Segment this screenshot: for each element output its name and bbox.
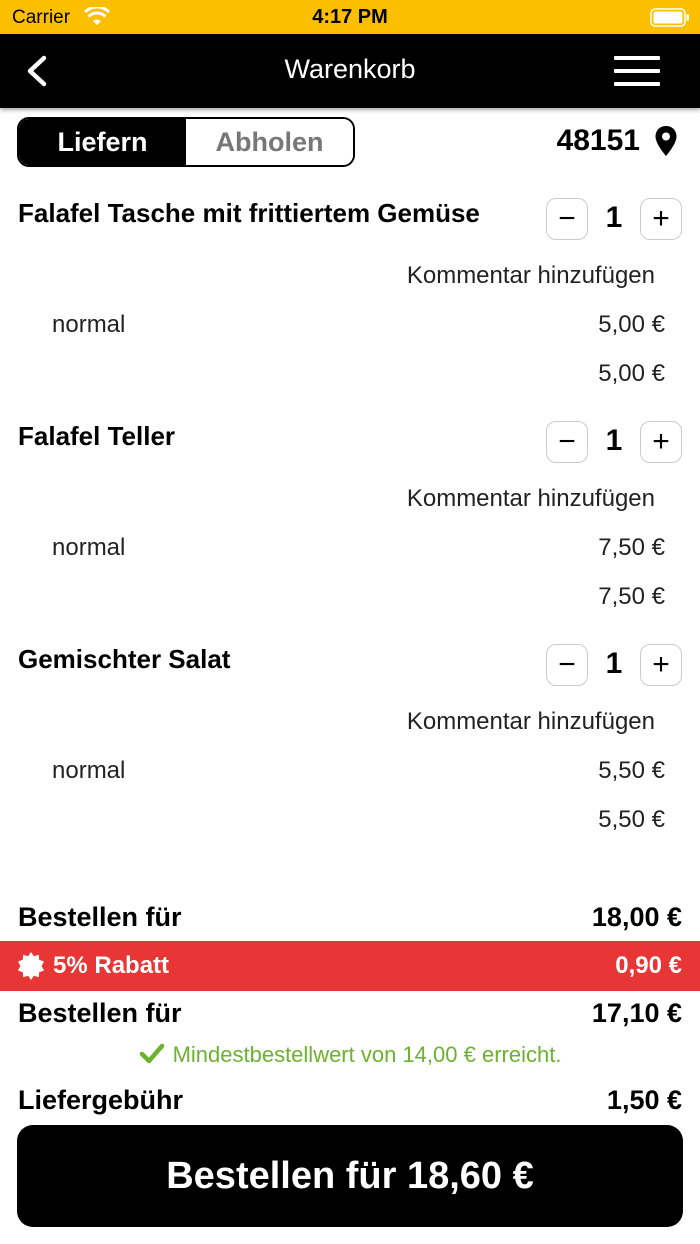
discount-banner [0, 941, 700, 991]
item-quantity: 1 [605, 647, 623, 680]
cart-item [0, 421, 700, 621]
add-comment-link[interactable]: Kommentar hinzufügen [406, 262, 655, 289]
delivery-mode-toggle [17, 117, 355, 167]
carrier-label: Carrier [12, 7, 71, 28]
cart-item [0, 198, 700, 398]
hamburger-menu-icon[interactable] [614, 54, 660, 88]
subtotal-value: 18,00 € [591, 902, 682, 932]
discounted-total-row [0, 994, 700, 1034]
discount-label: 5% Rabatt [53, 952, 170, 979]
delivery-fee-row [0, 1081, 700, 1121]
minimum-order-note [0, 1042, 700, 1068]
decrease-quantity-button[interactable]: − [546, 198, 588, 240]
navigation-bar [0, 34, 700, 108]
variant-price: 5,00 € [598, 311, 665, 338]
variant-price: 7,50 € [598, 534, 665, 561]
clock: 4:17 PM [312, 6, 388, 28]
discounted-total-label: Bestellen für [18, 998, 182, 1028]
page-title: Warenkorb [284, 54, 416, 84]
add-comment-link[interactable]: Kommentar hinzufügen [406, 485, 655, 512]
increase-quantity-button[interactable]: + [640, 421, 682, 463]
add-comment-link[interactable]: Kommentar hinzufügen [406, 708, 655, 735]
subtotal-label: Bestellen für [18, 902, 182, 932]
discounted-total-value: 17,10 € [591, 998, 682, 1028]
item-variant: normal [52, 757, 126, 784]
delivery-fee-value: 1,50 € [606, 1085, 682, 1115]
item-quantity: 1 [605, 424, 623, 457]
place-order-button[interactable]: Bestellen für 18,60 € [17, 1125, 683, 1227]
increase-quantity-button[interactable]: + [640, 644, 682, 686]
checkmark-icon [139, 1043, 165, 1065]
delivery-fee-label: Liefergebühr [18, 1085, 184, 1115]
item-total: 5,50 € [598, 806, 665, 833]
cart-item [0, 644, 700, 844]
item-name: Gemischter Salat [18, 644, 231, 674]
item-variant: normal [52, 534, 126, 561]
decrease-quantity-button[interactable]: − [546, 421, 588, 463]
decrease-quantity-button[interactable]: − [546, 644, 588, 686]
increase-quantity-button[interactable]: + [640, 198, 682, 240]
status-bar [0, 0, 700, 34]
item-name: Falafel Tasche mit frittiertem Gemüse [18, 198, 480, 228]
variant-price: 5,50 € [598, 757, 665, 784]
item-name: Falafel Teller [18, 421, 176, 451]
delivery-zip[interactable]: 48151 [556, 124, 640, 157]
item-variant: normal [52, 311, 126, 338]
subtotal-row [0, 898, 700, 938]
battery-icon [650, 8, 690, 27]
tab-abholen[interactable]: Abholen [186, 119, 353, 165]
item-total: 7,50 € [598, 583, 665, 610]
location-pin-icon[interactable] [654, 125, 678, 157]
discount-badge-icon [17, 952, 45, 980]
minimum-order-text: Mindestbestellwert von 14,00 € erreicht. [172, 1042, 562, 1067]
item-total: 5,00 € [598, 360, 665, 387]
tab-liefern[interactable]: Liefern [19, 119, 186, 165]
item-quantity: 1 [605, 201, 623, 234]
discount-value: 0,90 € [615, 952, 682, 979]
